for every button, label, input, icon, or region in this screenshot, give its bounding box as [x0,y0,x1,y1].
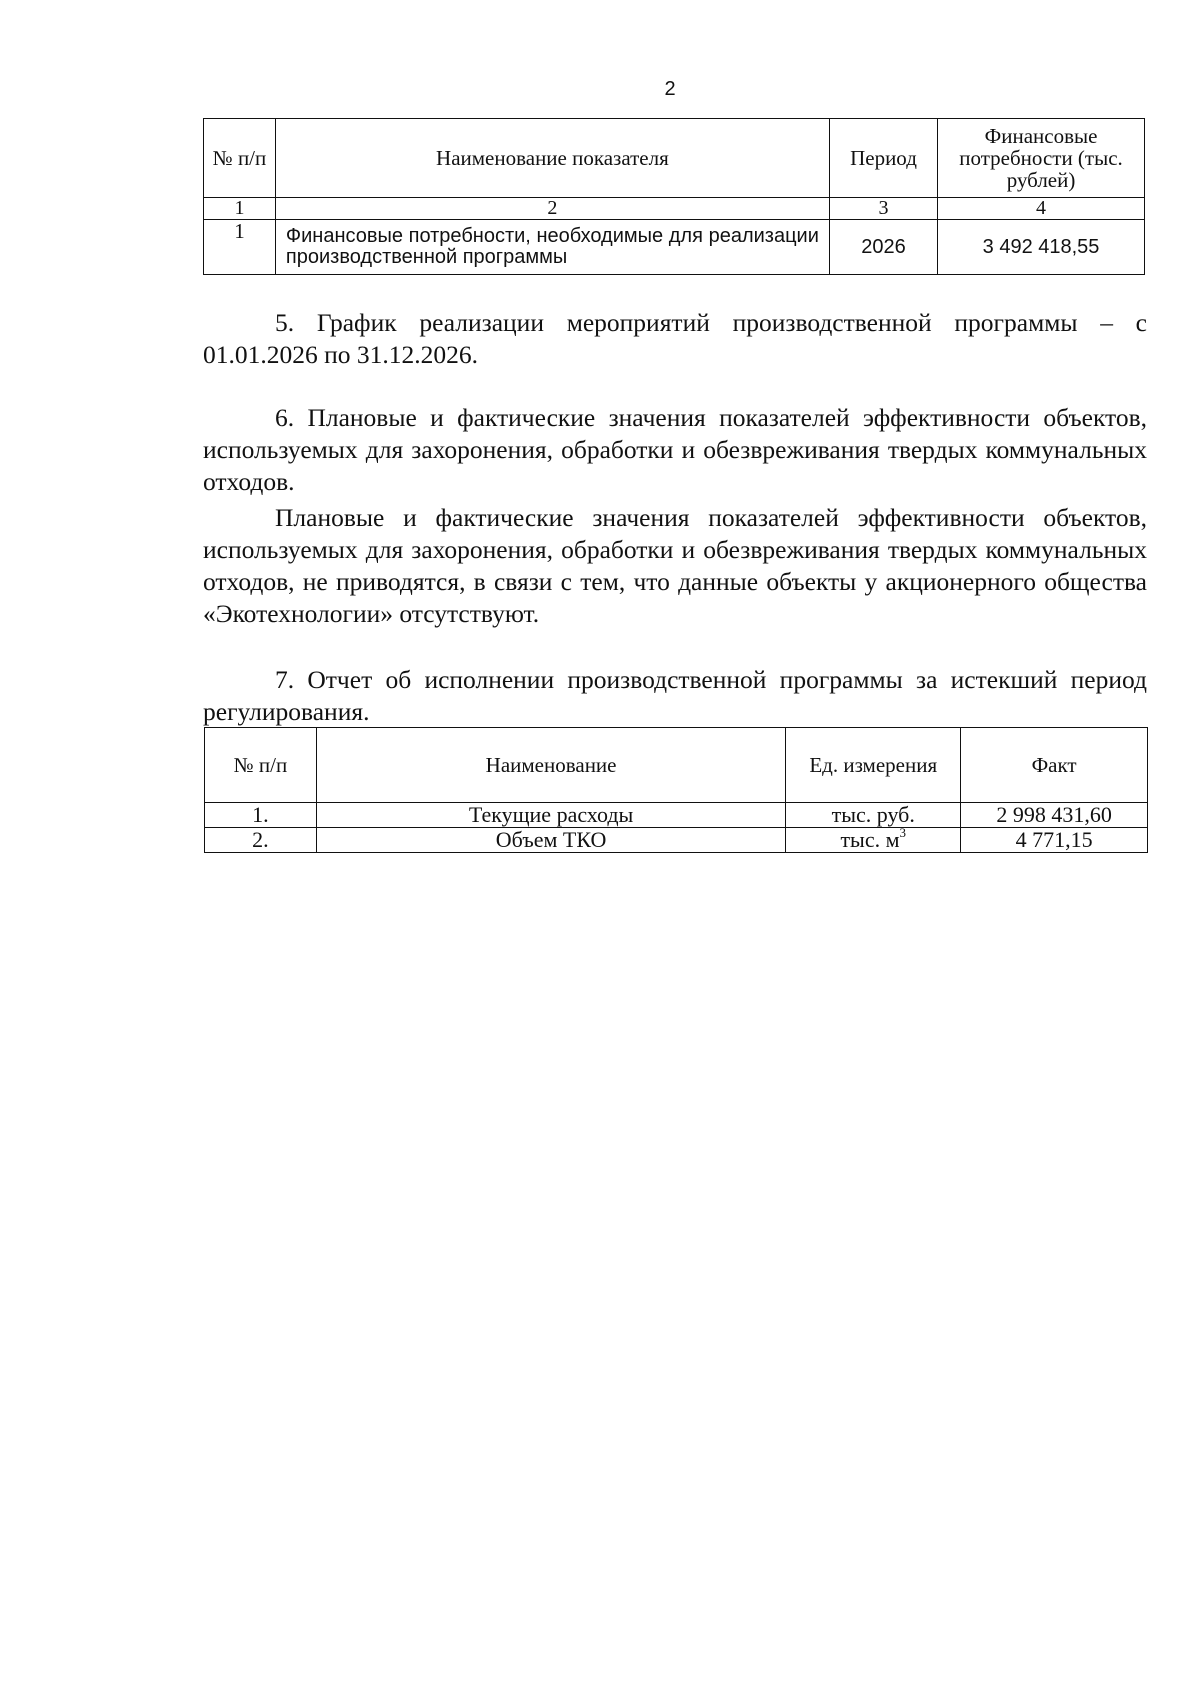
section-7-title-text: 7. Отчет об исполнении производственной программы за истекший период регулирования. [203,665,1147,726]
table-row [204,220,1145,275]
header-indicator-name: Наименование показателя [275,119,829,198]
section-6-body [203,502,1147,630]
row-name: Текущие расходы [316,803,785,828]
row-unit: тыс. руб. [786,803,961,828]
table-row [205,828,1148,853]
row-unit [786,825,961,853]
header-number: № п/п [204,119,276,198]
row-name: Объем ТКО [316,828,785,853]
page-number: 2 [664,78,676,100]
row-number: 2. [205,828,317,853]
unit-base: тыс. м [840,827,900,853]
row-number: 1. [205,803,317,828]
column-number-row [204,198,1145,220]
section-6-body-text: Плановые и фактические значения показателей эффективности объектов, используемых для захоронения, обработки и обезвреживания твердых коммунальных отходов, не приводятся, в связи с тем, что данные объекты у акционерного общества «Экотехнологии» отсутствуют. [203,503,1147,628]
row-number: 1 [204,220,276,275]
row-period: 2026 [829,220,937,275]
column-number: 2 [275,198,829,220]
header-number: № п/п [205,728,317,803]
unit-superscript: 3 [899,825,907,841]
table-header-row [204,119,1145,198]
section-7-title [203,664,1147,728]
row-name: Финансовые потребности, необходимые для реализации производственной программы [275,220,829,275]
header-unit: Ед. измерения [786,728,961,803]
section-5-text: 5. График реализации мероприятий производственной программы – с 01.01.2026 по 31.12.2026. [203,308,1147,369]
column-number: 3 [829,198,937,220]
header-period: Период [829,119,937,198]
row-value: 4 771,15 [961,828,1148,853]
section-6-title [203,402,1147,498]
header-name: Наименование [316,728,785,803]
column-number: 1 [204,198,276,220]
header-fact: Факт [961,728,1148,803]
column-number: 4 [938,198,1145,220]
header-financial-needs: Финансовые потребности (тыс. рублей) [938,119,1145,198]
table-header-row [205,728,1148,803]
section-5-paragraph [203,307,1147,371]
financial-needs-table [203,118,1145,275]
table-row [205,803,1148,828]
section-6-title-text: 6. Плановые и фактические значения показателей эффективности объектов, используемых для захоронения, обработки и обезвреживания твердых коммунальных отходов. [203,403,1147,496]
program-report-table [204,727,1148,853]
row-value: 2 998 431,60 [961,803,1148,828]
row-value: 3 492 418,55 [938,220,1145,275]
